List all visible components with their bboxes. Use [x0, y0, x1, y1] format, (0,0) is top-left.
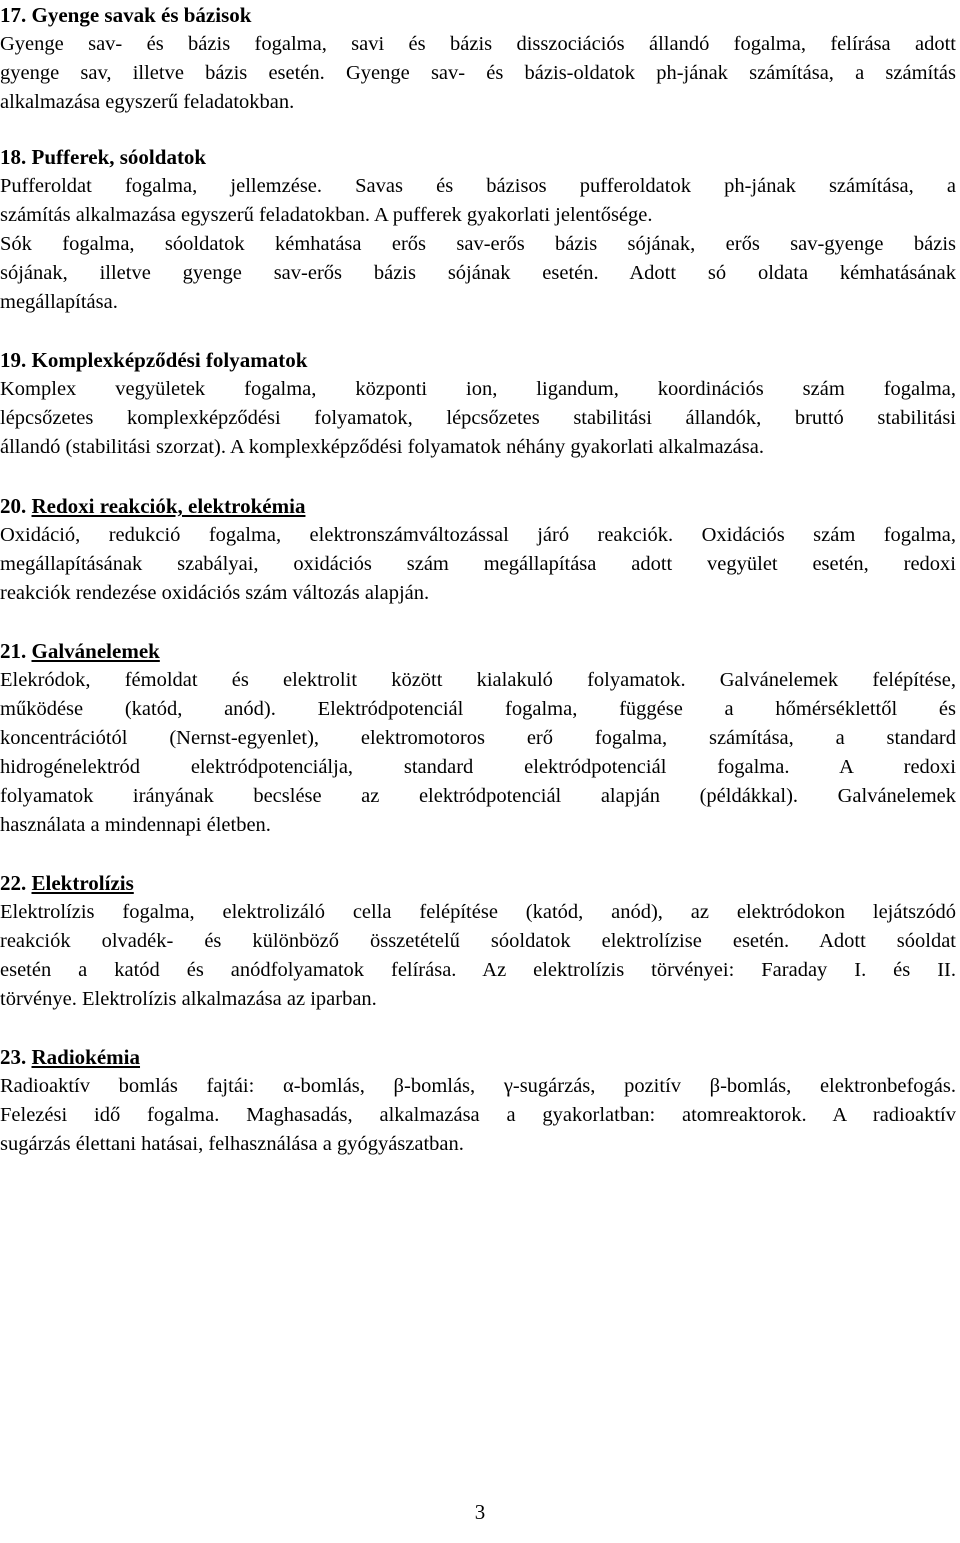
- section-17: [0, 0, 956, 117]
- section-20: [0, 491, 956, 608]
- section-19: [0, 345, 956, 462]
- body-line: koncentrációtól (Nernst-egyenlet), elektromotoros erő fogalma, számítása, a standard: [0, 727, 956, 749]
- section-23: [0, 1042, 956, 1159]
- section-title: Galvánelemek: [31, 639, 160, 663]
- section-number: 23.: [0, 1045, 27, 1069]
- section-title: Komplexképződési folyamatok: [31, 348, 308, 372]
- section-heading: [0, 868, 956, 898]
- body-line: Radioaktív bomlás fajtái: α-bomlás, β-bomlás, γ-sugárzás, pozitív β-bomlás, elektronbefogás.: [0, 1075, 956, 1097]
- body-line: Sók fogalma, sóoldatok kémhatása erős sav-erős bázis sójának, erős sav-gyenge bázis: [0, 233, 956, 255]
- page-number: 3: [474, 1500, 486, 1524]
- body-line: hidrogénelektród elektródpotenciálja, standard elektródpotenciál fogalma. A redoxi: [0, 756, 956, 778]
- section-body: [0, 666, 956, 840]
- body-line: reakciók rendezése oxidációs szám változás alapján.: [0, 582, 430, 604]
- section-body: [0, 1072, 956, 1159]
- body-line: Komplex vegyületek fogalma, központi ion, ligandum, koordinációs szám fogalma,: [0, 378, 956, 400]
- body-line: megállapítása.: [0, 291, 118, 313]
- body-line: Gyenge sav- és bázis fogalma, savi és bázis disszociációs állandó fogalma, felírása adott: [0, 33, 956, 55]
- section-title: Elektrolízis: [31, 871, 134, 895]
- body-line: állandó (stabilitási szorzat). A komplexképződési folyamatok néhány gyakorlati alkalmazása.: [0, 436, 764, 458]
- section-number: 19.: [0, 348, 27, 372]
- section-title: Redoxi reakciók, elektrokémia: [31, 494, 306, 518]
- section-body: [0, 375, 956, 462]
- section-number: 18.: [0, 145, 27, 169]
- section-heading: [0, 1042, 956, 1072]
- section-21: [0, 636, 956, 840]
- section-22: [0, 868, 956, 1014]
- section-body: [0, 172, 956, 317]
- body-line: sugárzás élettani hatásai, felhasználása a gyógyászatban.: [0, 1133, 464, 1155]
- section-title: Gyenge savak és bázisok: [31, 3, 252, 27]
- section-body: [0, 521, 956, 608]
- section-heading: [0, 142, 956, 172]
- body-line: folyamatok irányának becslése az elektródpotenciál alapján (példákkal). Galvánelemek: [0, 785, 956, 807]
- body-line: sójának, illetve gyenge sav-erős bázis sójának esetén. Adott só oldata kémhatásának: [0, 262, 956, 284]
- body-line: működése (katód, anód). Elektródpotenciál fogalma, függése a hőmérséklettől és: [0, 698, 956, 720]
- section-heading: [0, 345, 956, 375]
- body-line: használata a mindennapi életben.: [0, 814, 271, 836]
- body-line: alkalmazása egyszerű feladatokban.: [0, 91, 295, 113]
- body-line: Oxidáció, redukció fogalma, elektronszámváltozással járó reakciók. Oxidációs szám fogalma,: [0, 524, 956, 546]
- section-heading: [0, 636, 956, 666]
- body-line: lépcsőzetes komplexképződési folyamatok, lépcsőzetes stabilitási állandók, bruttó stabilitási: [0, 407, 956, 429]
- section-title: Radiokémia: [31, 1045, 141, 1069]
- section-body: [0, 898, 956, 1014]
- section-number: 22.: [0, 871, 27, 895]
- body-line: reakciók olvadék- és különböző összetételű sóoldatok elektrolízise esetén. Adott sóoldat: [0, 930, 956, 952]
- section-heading: [0, 0, 956, 30]
- section-title: Pufferek, sóoldatok: [31, 145, 207, 169]
- body-line: Pufferoldat fogalma, jellemzése. Savas és bázisos pufferoldatok ph-jának számítása, a: [0, 175, 956, 197]
- section-number: 20.: [0, 494, 27, 518]
- section-body: [0, 30, 956, 117]
- section-heading: [0, 491, 956, 521]
- body-line: Elekródok, fémoldat és elektrolit között kialakuló folyamatok. Galvánelemek felépítése,: [0, 669, 956, 691]
- body-line: gyenge sav, illetve bázis esetén. Gyenge sav- és bázis-oldatok ph-jának számítása, a számítás: [0, 62, 956, 84]
- section-number: 21.: [0, 639, 27, 663]
- body-line: számítás alkalmazása egyszerű feladatokban. A pufferek gyakorlati jelentősége.: [0, 204, 653, 226]
- body-line: törvénye. Elektrolízis alkalmazása az iparban.: [0, 988, 377, 1010]
- body-line: Elektrolízis fogalma, elektrolizáló cella felépítése (katód, anód), az elektródokon lejátszódó: [0, 901, 956, 923]
- body-line: megállapításának szabályai, oxidációs szám megállapítása adott vegyület esetén, redoxi: [0, 553, 956, 575]
- body-line: esetén a katód és anódfolyamatok felírása. Az elektrolízis törvényei: Faraday I. és II.: [0, 959, 956, 981]
- body-line: Felezési idő fogalma. Maghasadás, alkalmazása a gyakorlatban: atomreaktorok. A radioaktív: [0, 1104, 956, 1126]
- section-number: 17.: [0, 3, 27, 27]
- section-18: [0, 142, 956, 317]
